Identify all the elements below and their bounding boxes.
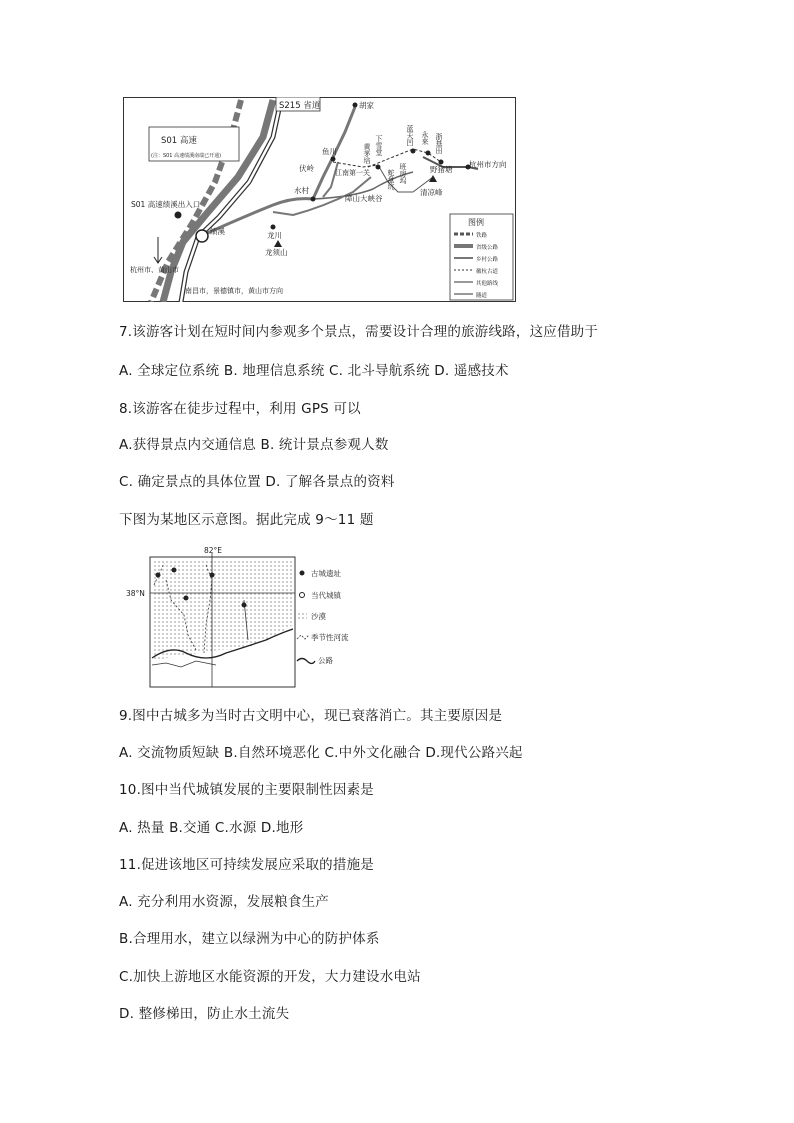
label-s01-exit: S01 高速绩溪出入口 — [131, 200, 201, 209]
ancient-city-4 — [210, 573, 215, 578]
label-hangzhou-direction: 杭州市方向 — [469, 160, 507, 169]
svg-text:省级公路: 省级公路 — [476, 245, 499, 251]
legend-modern-town: 当代城镇 — [311, 591, 341, 600]
ancient-city-5 — [242, 603, 247, 608]
legend-ancient-city: 古城遗址 — [311, 569, 341, 578]
legend-title: 图例 — [468, 218, 484, 227]
ancient-city-1 — [156, 573, 161, 578]
ancient-city-3 — [184, 596, 189, 601]
label-hangzhou-huangshan: 杭州市、黄山市 — [130, 266, 179, 274]
svg-text:隧道: 隧道 — [476, 293, 488, 299]
node-s01-exit — [175, 212, 182, 219]
label-s215: S215 省道 — [279, 101, 321, 111]
label-huangmaopei: 黄茅培 — [363, 143, 371, 164]
label-banfangwu: 班房坞 — [399, 163, 407, 184]
q11-option-b: B.合理用水，建立以绿洲为中心的防护体系 — [119, 931, 380, 947]
label-s01-title: S01 高速 — [161, 136, 197, 146]
label-yezhutang: 野猪塘 — [430, 165, 453, 174]
legend-desert-icon — [297, 612, 307, 619]
lon-label: 82°E — [204, 546, 223, 555]
label-zhangshan-canyon: 障山大峡谷 — [345, 194, 383, 203]
q9-stem: 9.图中古城多为当时古文明中心，现已衰落消亡。其主要原因是 — [119, 708, 503, 724]
label-hujia: 胡家 — [359, 101, 374, 110]
q11-option-a: A. 充分利用水资源，发展粮食生产 — [119, 894, 329, 910]
svg-text:其他路线: 其他路线 — [476, 281, 499, 287]
svg-text:乡村公路: 乡村公路 — [476, 257, 499, 263]
label-fuling: 伏岭 — [299, 164, 314, 173]
legend-highway: 公路 — [318, 656, 333, 665]
q8-options-line1: A.获得景点内交通信息 B. 统计景点参观人数 — [119, 437, 389, 453]
region-map — [126, 545, 386, 690]
label-shuicun: 水村 — [294, 186, 309, 195]
q9-options: A. 交流物质短缺 B.自然环境恶化 C.中外文化融合 D.现代公路兴起 — [119, 745, 523, 761]
q7-options: A. 全球定位系统 B. 地理信息系统 C. 北斗导航系统 D. 遥感技术 — [119, 363, 509, 379]
legend-ancient-city-icon — [300, 571, 305, 576]
map2-legend — [297, 568, 349, 665]
ancient-city-2 — [172, 568, 177, 573]
q8-stem: 8.该游客在徒步过程中，利用 GPS 可以 — [119, 401, 361, 417]
node-jixi — [196, 230, 208, 242]
q11-option-d: D. 整修梯田，防止水土流失 — [119, 1006, 290, 1022]
label-longxushan: 龙须山 — [265, 248, 288, 257]
legend-desert: 沙漠 — [311, 612, 326, 621]
q11-stem: 11.促进该地区可持续发展应采取的措施是 — [119, 857, 374, 873]
legend-river-icon — [297, 635, 309, 639]
label-nanchang-direction: 南昌市，景德镇市，黄山市方向 — [185, 287, 283, 295]
label-jiangnan-first-pass: 江南第一关 — [335, 169, 370, 177]
q8-options-line2: C. 确定景点的具体位置 D. 了解各景点的资料 — [119, 474, 395, 490]
hiking-route-map — [123, 97, 516, 302]
legend-seasonal-river: 季节性河流 — [311, 633, 349, 642]
q10-stem: 10.图中当代城镇发展的主要限制性因素是 — [119, 782, 374, 798]
label-jixi: 绩溪 — [210, 227, 225, 236]
label-yonglai: 永来 — [421, 131, 429, 145]
legend-modern-town-icon — [300, 593, 305, 598]
q11-option-c: C.加快上游地区水能资源的开发，大力建设水电站 — [119, 969, 421, 985]
svg-text:徽杭古道: 徽杭古道 — [476, 269, 499, 275]
label-longchuan: 龙川 — [267, 231, 282, 240]
label-luchuan: 鱼川 — [322, 147, 337, 156]
q10-options: A. 热量 B.交通 C.水源 D.地形 — [119, 820, 304, 836]
label-tuoba: 蛇盘坑 — [387, 169, 395, 190]
lat-label: 38°N — [126, 589, 145, 598]
label-s01-note: (注：S01 高速绩溪南端已开通) — [151, 153, 222, 159]
q7-stem: 7.该游客计划在短时间内参观多个景点，需要设计合理的旅游线路，这应借助于 — [119, 324, 599, 340]
legend-highway-icon — [297, 659, 315, 664]
label-xiaxuetang: 下雪堂 — [375, 135, 383, 156]
label-zhejiang-jitian: 浙基田 — [435, 133, 443, 154]
label-qingliangfeng: 清凉峰 — [420, 188, 443, 197]
svg-text:铁路: 铁路 — [476, 233, 488, 239]
node-hujia — [353, 103, 358, 108]
label-lantianao: 蓝天凹 — [406, 125, 414, 146]
section-intro: 下图为某地区示意图。据此完成 9～11 题 — [119, 512, 374, 528]
